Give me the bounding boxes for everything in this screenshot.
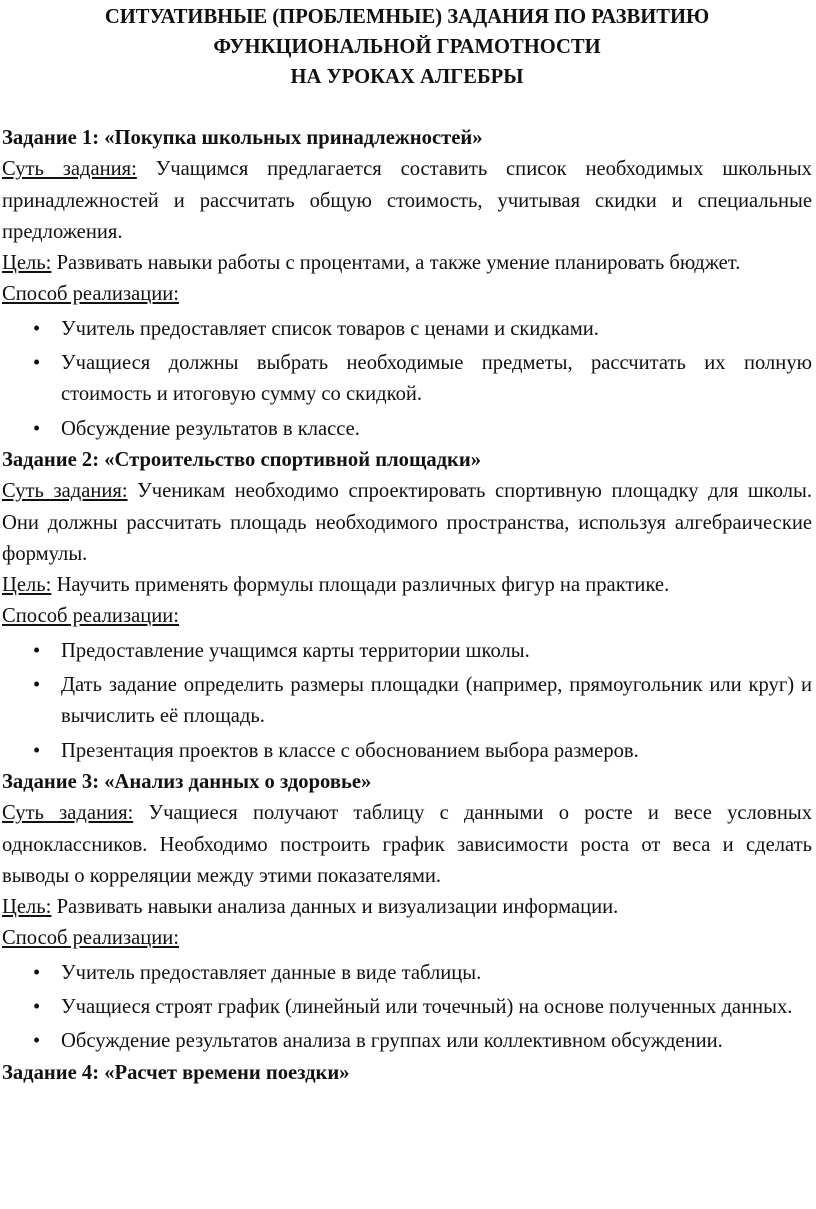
task-2-essence xyxy=(2,476,812,570)
task-4-heading: Задание 4: «Расчет времени поездки» xyxy=(2,1061,350,1084)
method-label: Способ реализации: xyxy=(2,927,179,950)
task-2-goal-text: Научить применять формулы площади различных фигур на практике. xyxy=(56,574,670,597)
list-item: • Учитель предоставляет список товаров с ценами и скидками. xyxy=(2,314,812,345)
goal-label: Цель: xyxy=(2,252,52,275)
task-2-steps xyxy=(2,636,812,767)
task-3 xyxy=(2,767,812,1058)
task-3-heading: Задание 3: «Анализ данных о здоровье» xyxy=(2,770,372,793)
bullet-icon: • xyxy=(33,417,41,440)
bullet-icon: • xyxy=(33,1030,41,1053)
bullet-icon: • xyxy=(33,674,41,697)
task-1-method xyxy=(2,279,812,310)
list-item: • Обсуждение результатов в классе. xyxy=(2,414,812,445)
task-2-goal xyxy=(2,570,812,601)
task-1 xyxy=(2,123,812,445)
title-line-2: ФУНКЦИОНАЛЬНОЙ ГРАМОТНОСТИ xyxy=(213,36,601,58)
essence-label: Суть задания: xyxy=(2,480,128,503)
goal-label: Цель: xyxy=(2,896,52,919)
task-3-method xyxy=(2,923,812,954)
list-item: • Дать задание определить размеры площадки (например, прямоугольник или круг) и вычислить её площадь. xyxy=(2,670,812,733)
list-item: • Обсуждение результатов анализа в группах или коллективном обсуждении. xyxy=(2,1026,812,1057)
title-line-1: СИТУАТИВНЫЕ (ПРОБЛЕМНЫЕ) ЗАДАНИЯ ПО РАЗВИТИЮ xyxy=(104,6,710,28)
bullet-icon: • xyxy=(33,639,41,662)
title-spacer xyxy=(2,92,812,123)
bullet-icon: • xyxy=(33,739,41,762)
task-2-method xyxy=(2,601,812,632)
method-label: Способ реализации: xyxy=(2,283,179,306)
list-item: • Предоставление учащимся карты территории школы. xyxy=(2,636,812,667)
task-2-heading: Задание 2: «Строительство спортивной площадки» xyxy=(2,448,482,471)
bullet-icon: • xyxy=(33,996,41,1019)
task-3-goal-text: Развивать навыки анализа данных и визуализации информации. xyxy=(56,896,619,919)
list-item: • Учащиеся должны выбрать необходимые предметы, рассчитать их полную стоимость и итоговую сумму со скидкой. xyxy=(2,348,812,411)
task-1-essence xyxy=(2,154,812,248)
list-item: • Учитель предоставляет данные в виде таблицы. xyxy=(2,958,812,989)
list-item: • Презентация проектов в классе с обоснованием выбора размеров. xyxy=(2,736,812,767)
bullet-icon: • xyxy=(33,961,41,984)
task-3-goal xyxy=(2,892,812,923)
goal-label: Цель: xyxy=(2,574,52,597)
task-1-heading: Задание 1: «Покупка школьных принадлежностей» xyxy=(2,127,483,149)
task-2-essence-text: Ученикам необходимо спроектировать спортивную площадку для школы. Они должны рассчитать площадь необходимого пространства, используя алгебраические формулы. xyxy=(2,480,812,565)
task-4 xyxy=(2,1058,812,1089)
task-2 xyxy=(2,445,812,767)
task-3-essence xyxy=(2,798,812,892)
document-title xyxy=(2,2,812,92)
essence-label: Суть задания: xyxy=(2,802,134,825)
task-1-essence-text: Учащимся предлагается составить список необходимых школьных принадлежностей и рассчитать общую стоимость, учитывая скидки и специальные предложения. xyxy=(2,158,812,243)
task-1-goal xyxy=(2,248,812,279)
essence-label: Суть задания: xyxy=(2,158,137,181)
task-3-essence-text: Учащиеся получают таблицу с данными о росте и весе условных одноклассников. Необходимо построить график зависимости роста от веса и сделать выводы о корреляции между этими показателями. xyxy=(2,802,812,887)
bullet-icon: • xyxy=(33,352,41,375)
task-3-steps xyxy=(2,958,812,1058)
method-label: Способ реализации: xyxy=(2,605,179,628)
task-1-steps xyxy=(2,314,812,445)
bullet-icon: • xyxy=(33,317,41,340)
title-line-3: НА УРОКАХ АЛГЕБРЫ xyxy=(290,66,524,88)
task-1-goal-text: Развивать навыки работы с процентами, а также умение планировать бюджет. xyxy=(56,252,741,275)
list-item: • Учащиеся строят график (линейный или точечный) на основе полученных данных. xyxy=(2,992,812,1023)
